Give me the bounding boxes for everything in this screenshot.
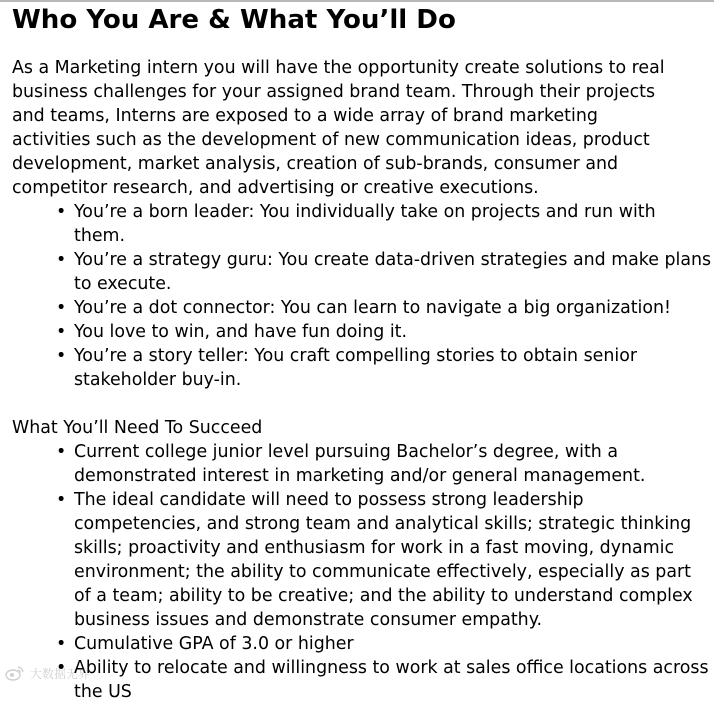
list-item: • Cumulative GPA of 3.0 or higher: [74, 632, 712, 656]
spacer: [12, 32, 712, 56]
list-item: • You’re a born leader: You individually take on projects and run with them.: [74, 200, 712, 248]
list-item: • Ability to relocate and willingness to work at sales office locations across the US: [74, 656, 712, 704]
job-description: [12, 5, 712, 704]
top-border: [0, 0, 714, 2]
who-you-are-list: [12, 200, 712, 392]
list-item: • Current college junior level pursuing Bachelor’s degree, with a demonstrated interest in marketing and/or general management.: [74, 440, 712, 488]
list-item: • You’re a strategy guru: You create data-driven strategies and make plans to execute.: [74, 248, 712, 296]
list-item: • The ideal candidate will need to possess strong leadership competencies, and strong team and analytical skills; strategic thinking skills; proactivity and enthusiasm for work in a fast moving, dynamic environment; the ability to communicate effectively, especially as part of a team; ability to be creative; and the ability to understand complex business issues and demonstrate consumer empathy.: [74, 488, 712, 632]
list-item: • You’re a dot connector: You can learn to navigate a big organization!: [74, 296, 712, 320]
section-heading-who-you-are: Who You Are & What You’ll Do: [12, 5, 456, 35]
list-item: • You’re a story teller: You craft compelling stories to obtain senior stakeholder buy-in.: [74, 344, 712, 392]
succeed-list: [12, 440, 712, 704]
spacer: [12, 392, 712, 416]
section-heading-succeed: What You’ll Need To Succeed: [12, 418, 263, 438]
list-item: • You love to win, and have fun doing it.: [74, 320, 712, 344]
watermark-text: 大数据无界: [30, 667, 91, 681]
intro-paragraph: As a Marketing intern you will have the opportunity create solutions to real business challenges for your assigned brand team. Through their projects and teams, Interns are exposed to a wide array of brand marketing activities such as the development of new communication ideas, product development, market analysis, creation of sub-brands, consumer and competitor research, and advertising or creative executions.: [12, 58, 665, 198]
